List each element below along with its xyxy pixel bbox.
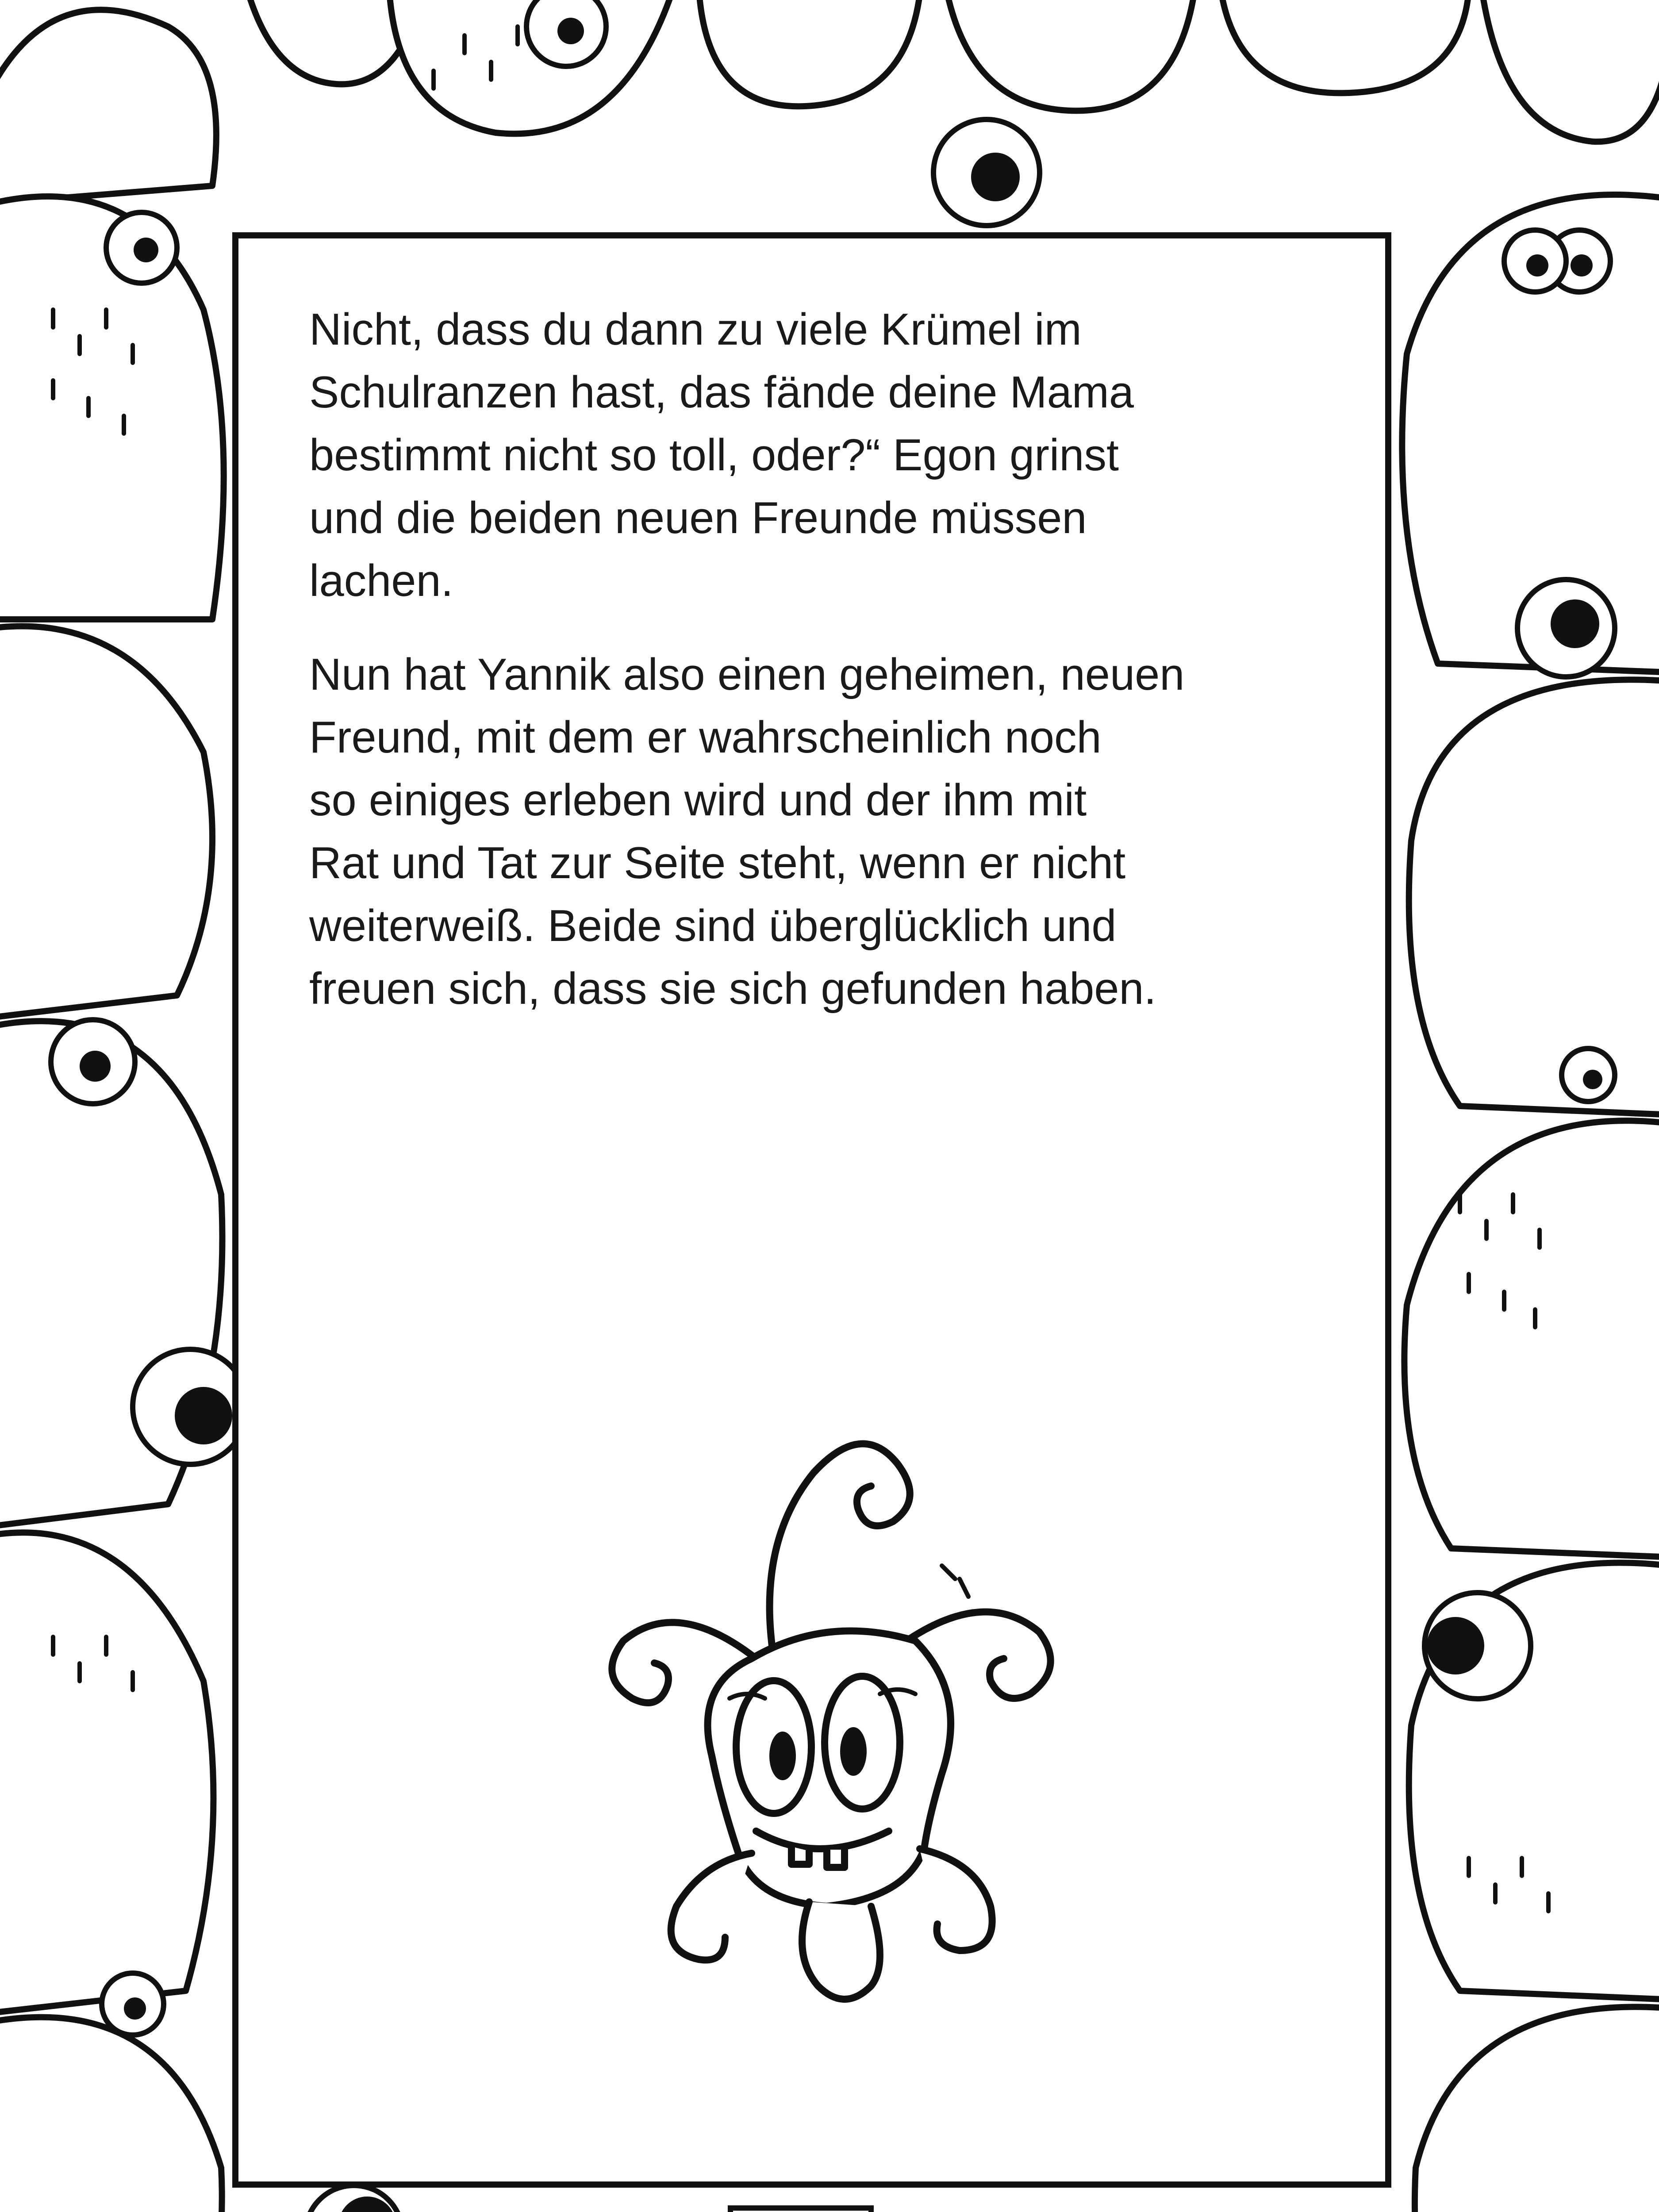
page-number-box	[728, 2205, 874, 2212]
paragraph-1: Nicht, dass du dann zu viele Krümel im Schulranzen hast, das fände deine Mama bestimmt nicht so toll, oder?“ Egon grinst und die beiden neuen Freunde müssen lachen.	[309, 305, 1134, 606]
story-text-panel	[232, 232, 1391, 2188]
paragraph-2: Nun hat Yannik also einen geheimen, neuen Freund, mit dem er wahrscheinlich noch so einiges erleben wird und der ihm mit Rat und Tat zur Seite steht, wenn er nicht weiterweiß. Beide sind überglücklich und freuen sich, dass sie sich gefunden haben.	[309, 650, 1185, 1014]
tentacle-monster-icon	[544, 1411, 1097, 2030]
story-text	[309, 298, 1340, 1051]
